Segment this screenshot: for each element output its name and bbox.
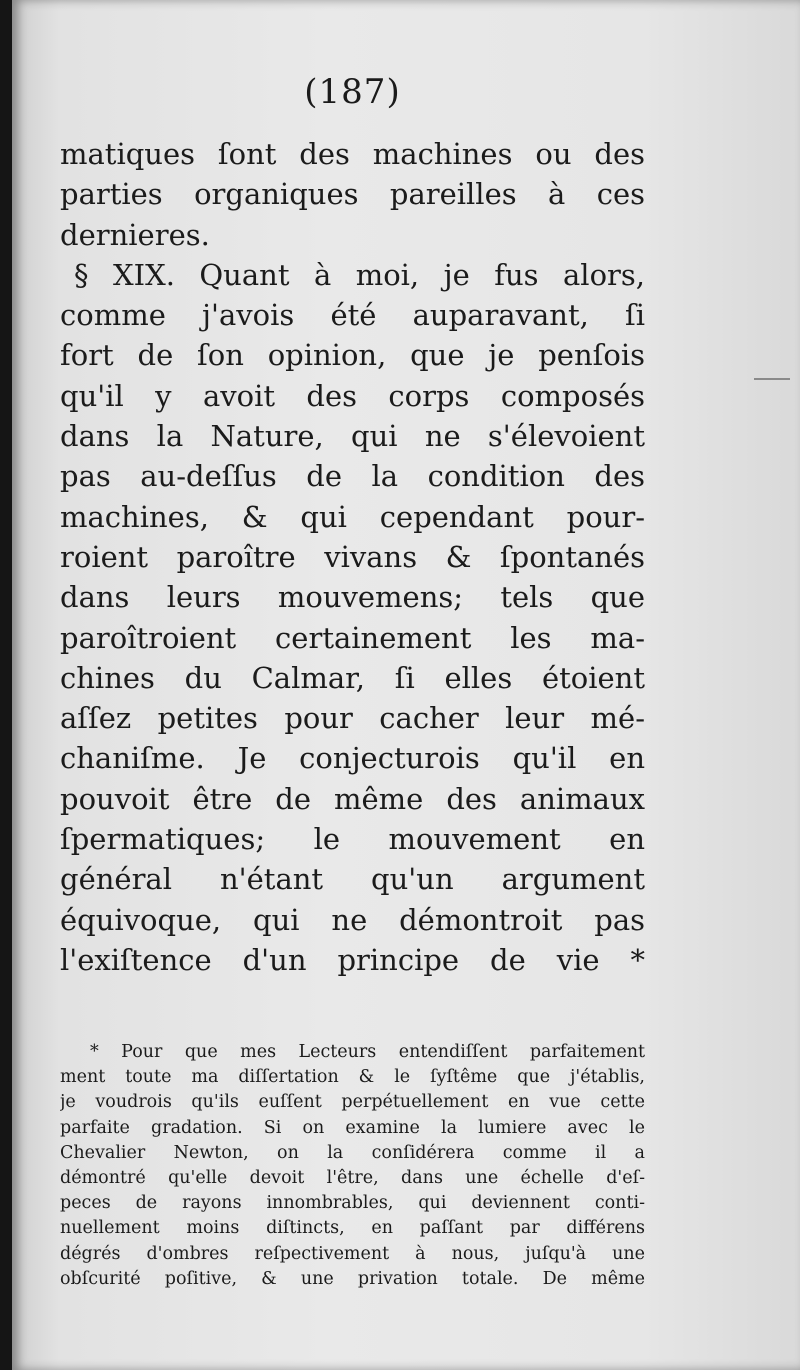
page-number: (187): [304, 72, 401, 112]
footnote-line: dégrés d'ombres reſpectivement à nous, juſqu'à une: [60, 1243, 645, 1264]
book-page: [12, 0, 800, 1370]
body-line: aſſez petites pour cacher leur mé-: [60, 701, 645, 736]
body-line: général n'étant qu'un argument: [60, 862, 645, 897]
section-heading-line: § XIX. Quant à moi, je fus alors,: [74, 257, 645, 292]
footnote-line: parfaite gradation. Si on examine la lumiere avec le: [60, 1117, 645, 1138]
body-line: paroîtroient certainement les ma-: [60, 620, 645, 655]
margin-mark: [754, 378, 790, 380]
body-line: dernieres.: [60, 217, 210, 252]
body-line: qu'il y avoit des corps composés: [60, 378, 645, 413]
footnote-line: * Pour que mes Lecteurs entendiſſent parfaitement: [90, 1042, 645, 1062]
body-line: comme j'avois été auparavant, ſi: [60, 298, 645, 333]
body-line: machines, & qui cependant pour-: [60, 499, 645, 534]
body-line: fort de ſon opinion, que je penſois: [60, 338, 645, 373]
body-line: chines du Calmar, ſi elles étoient: [60, 660, 645, 695]
body-line: équivoque, qui ne démontroit pas: [60, 902, 645, 937]
footnote-line: obſcurité poſitive, & une privation totale. De même: [60, 1268, 645, 1289]
body-line: dans leurs mouvemens; tels que: [60, 580, 645, 615]
body-line: ſpermatiques; le mouvement en: [60, 822, 645, 857]
body-line: dans la Nature, qui ne s'élevoient: [60, 419, 645, 454]
body-line: matiques ſont des machines ou des: [60, 137, 645, 171]
body-line: l'exiſtence d'un principe de vie *: [60, 942, 645, 977]
body-line: chaniſme. Je conjecturois qu'il en: [60, 741, 645, 776]
footnote-line: peces de rayons innombrables, qui deviennent conti-: [60, 1193, 645, 1214]
footnote-line: Chevalier Newton, on la conſidérera comme il a: [60, 1142, 645, 1163]
body-line: roient paroître vivans & ſpontanés: [60, 539, 645, 574]
footnote-line: démontré qu'elle devoit l'être, dans une échelle d'eſ-: [60, 1167, 645, 1188]
footnote: [60, 1040, 645, 1292]
body-text: [60, 134, 645, 980]
body-line: pouvoit être de même des animaux: [60, 781, 645, 816]
body-line: pas au-deſſus de la condition des: [60, 459, 645, 494]
body-line: parties organiques pareilles à ces: [60, 177, 645, 212]
footnote-line: nuellement moins diſtincts, en paſſant par différens: [60, 1218, 645, 1239]
footnote-line: ment toute ma diſſertation & le ſyſtême que j'établis,: [60, 1067, 645, 1088]
footnote-line: je voudrois qu'ils euſſent perpétuellement en vue cette: [60, 1092, 645, 1113]
